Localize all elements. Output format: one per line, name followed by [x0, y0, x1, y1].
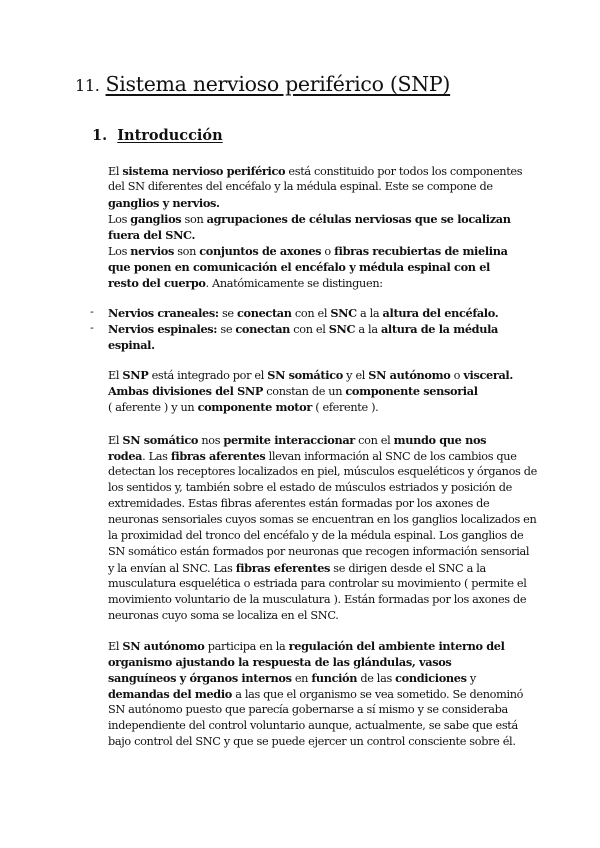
text-span: . Las: [142, 450, 171, 463]
text-span: El: [108, 640, 123, 653]
text-span: se: [217, 323, 236, 336]
text-span: de las: [357, 672, 396, 685]
text-line: [108, 608, 338, 624]
text-span: en: [291, 672, 312, 685]
section-title: Introducción: [117, 127, 223, 144]
text-line: [108, 670, 476, 687]
bold-text: SNP: [122, 368, 149, 382]
text-span: El: [108, 434, 123, 447]
text-span: SN somático están formados por neuronas que recogen información sensorial: [108, 545, 530, 558]
text-span: llevan información al SNC de los cambios que: [265, 450, 517, 463]
bold-text: fibras eferentes: [235, 561, 331, 575]
bold-text: SN autónomo: [368, 368, 451, 382]
bold-text: Nervios espinales:: [108, 322, 218, 336]
bold-text: resto del cuerpo: [108, 276, 206, 290]
text-line: [108, 718, 518, 734]
text-span: independiente del control voluntario aunque, actualmente, se sabe que está: [108, 719, 518, 732]
bold-text: ganglios: [130, 212, 182, 226]
text-line: [108, 259, 490, 276]
text-line: [108, 383, 478, 400]
text-span: se: [218, 307, 237, 320]
section-number: 1.: [92, 127, 108, 144]
text-line: [108, 448, 517, 465]
text-line: [108, 432, 486, 449]
text-line: [108, 243, 508, 260]
text-span: y: [466, 672, 476, 685]
bold-text: fuera del SNC.: [108, 228, 196, 242]
text-line: [108, 321, 498, 338]
text-span: El: [108, 165, 123, 178]
text-line: [108, 734, 516, 750]
text-span: constan de un: [263, 385, 346, 398]
text-span: El: [108, 369, 123, 382]
text-span: los sentidos y, también sobre el estado de músculos estriados y posición de: [108, 481, 512, 494]
bold-text: Nervios craneales:: [108, 306, 219, 320]
text-line: [108, 195, 220, 212]
section-heading: [92, 127, 223, 144]
bold-text: condiciones: [395, 671, 467, 685]
text-span: a la: [355, 323, 381, 336]
text-span: o: [321, 245, 335, 258]
bold-text: sistema nervioso periférico: [122, 164, 286, 178]
text-line: [108, 367, 513, 384]
text-span: se dirigen desde el SNC a la: [330, 562, 486, 575]
text-line: [108, 227, 195, 244]
bold-text: agrupaciones de células nerviosas que se localizan: [206, 212, 511, 226]
text-line: [108, 638, 505, 655]
text-line: [108, 211, 511, 228]
text-span: extremidades. Estas fibras aferentes están formadas por los axones de: [108, 497, 490, 510]
bold-text: altura de la médula: [380, 322, 498, 336]
text-span: neuronas cuyo soma se localiza en el SNC.: [108, 609, 339, 622]
text-line: [108, 480, 512, 496]
bold-text: mundo que nos: [393, 433, 487, 447]
bold-text: demandas del medio: [108, 687, 232, 701]
bold-text: SN somático: [267, 368, 343, 382]
bold-text: SNC: [330, 306, 357, 320]
text-span: y la envían al SNC. Las: [108, 562, 236, 575]
text-span: está constituido por todos los componentes: [285, 165, 523, 178]
text-span: con el: [290, 323, 329, 336]
text-span: participa en la: [204, 640, 289, 653]
text-span: nos: [198, 434, 224, 447]
text-line: [108, 576, 527, 592]
text-line: [108, 337, 155, 354]
bold-text: SN somático: [122, 433, 199, 447]
text-span: con el: [354, 434, 394, 447]
bold-text: permite interaccionar: [223, 433, 355, 447]
bold-text: regulación del ambiente interno del: [288, 639, 505, 653]
text-span: movimiento voluntario de la musculatura ). Están formadas por los axones de: [108, 593, 527, 606]
bold-text: sanguíneos y órganos internos: [108, 671, 292, 685]
text-span: neuronas sensoriales cuyos somas se encuentran en los ganglios localizados en: [108, 513, 537, 526]
text-span: son: [173, 245, 200, 258]
text-span: con el: [291, 307, 331, 320]
bold-text: nervios: [130, 244, 174, 258]
text-line: [108, 399, 378, 416]
bold-text: SN autónomo: [122, 639, 205, 653]
text-span: del SN diferentes del encéfalo y la médula espinal. Este se compone de: [108, 180, 493, 193]
bold-text: visceral.: [463, 368, 513, 382]
bold-text: que ponen en comunicación el encéfalo y médula espinal con el: [108, 260, 490, 274]
bold-text: componente motor: [197, 400, 312, 414]
text-line: [108, 654, 451, 671]
text-line: [108, 512, 536, 528]
text-span: está integrado por el: [148, 369, 268, 382]
text-line: [108, 275, 383, 292]
bold-text: conectan: [237, 306, 292, 320]
text-span: o: [450, 369, 464, 382]
text-span: Los: [108, 213, 131, 226]
bold-text: fibras aferentes: [170, 449, 266, 463]
text-span: detectan los receptores localizados en piel, músculos esqueléticos y órganos de: [108, 465, 537, 478]
bold-text: componente sensorial: [345, 384, 478, 398]
text-line: [108, 496, 489, 512]
bold-text: altura del encéfalo.: [382, 306, 499, 320]
text-line: [108, 528, 523, 544]
text-line: [108, 305, 498, 322]
text-line: [108, 686, 523, 703]
text-span: ( eferente ).: [311, 401, 379, 414]
bold-text: función: [311, 671, 358, 685]
bold-text: conectan: [235, 322, 291, 336]
bold-text: Ambas divisiones del SNP: [108, 384, 264, 398]
bold-text: conjuntos de axones: [199, 244, 322, 258]
text-line: [108, 592, 526, 608]
chapter-number: 11.: [75, 76, 100, 95]
text-span: SN autónomo puesto que parecía gobernarse a sí mismo y se consideraba: [108, 703, 508, 716]
chapter-heading: [75, 72, 450, 96]
bold-text: organismo ajustando la respuesta de las glándulas, vasos: [108, 655, 452, 669]
text-span: a las que el organismo se vea sometido. Se denominó: [231, 688, 524, 701]
bullet-marker: -: [90, 305, 94, 318]
text-span: son: [181, 213, 207, 226]
chapter-title: Sistema nervioso periférico (SNP): [105, 72, 451, 96]
text-line: [108, 702, 508, 718]
text-line: [108, 179, 493, 195]
text-span: ( aferente ) y un: [108, 401, 198, 414]
bold-text: ganglios y nervios.: [108, 196, 220, 210]
text-span: la proximidad del tronco del encéfalo y de la médula espinal. Los ganglios de: [108, 529, 524, 542]
text-line: [108, 464, 537, 480]
text-span: musculatura esquelética o estriada para controlar su movimiento ( permite el: [108, 577, 527, 590]
text-span: . Anatómicamente se distinguen:: [205, 277, 383, 290]
bullet-marker: -: [90, 321, 94, 334]
text-span: y el: [342, 369, 369, 382]
text-line: [108, 544, 529, 560]
bold-text: espinal.: [108, 338, 155, 352]
text-span: Los: [108, 245, 131, 258]
text-span: bajo control del SNC y que se puede ejercer un control consciente sobre él.: [108, 735, 516, 748]
bold-text: SNC: [328, 322, 356, 336]
text-span: a la: [356, 307, 383, 320]
bold-text: fibras recubiertas de mielina: [334, 244, 508, 258]
bold-text: rodea: [108, 449, 143, 463]
text-line: [108, 560, 486, 577]
text-line: [108, 163, 522, 180]
